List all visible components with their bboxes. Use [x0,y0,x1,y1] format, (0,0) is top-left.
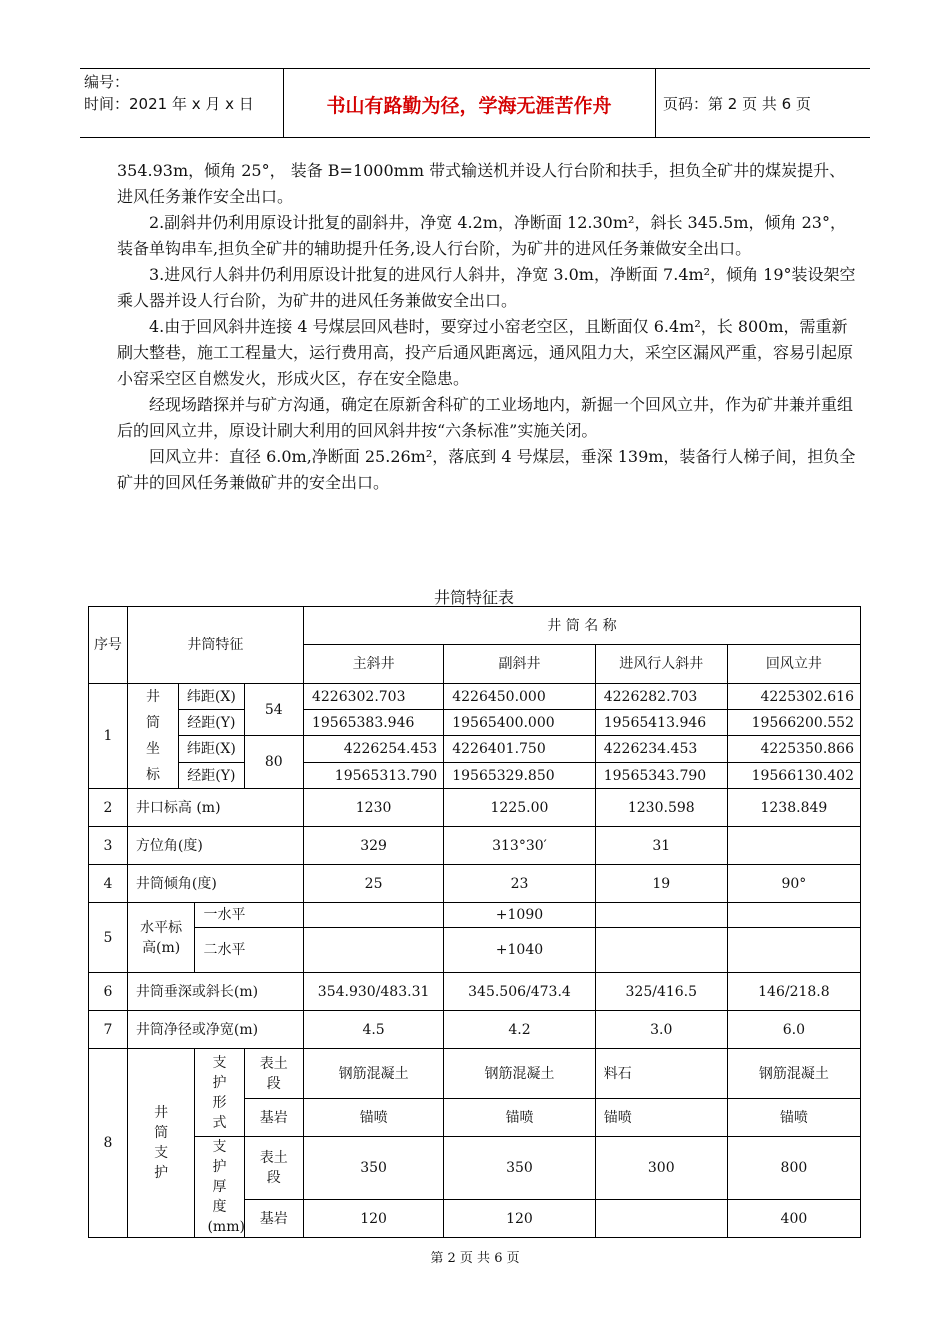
cell-value: 19566200.552 [727,710,860,736]
header-divider [655,69,656,137]
cell-value [595,928,727,973]
cell-value: 钢筋混凝土 [303,1049,443,1099]
table-row [89,827,861,865]
cell-value: 19565400.000 [444,710,596,736]
table-row [89,1049,861,1099]
cell-value: 4226254.453 [303,736,443,763]
cell-value: 350 [444,1137,596,1200]
table-row [89,928,861,973]
row-number: 1 [89,684,128,789]
cell-value: 19565383.946 [303,710,443,736]
row-label: 井口标高 (m) [127,789,303,827]
cell-value: 19565329.850 [444,763,596,789]
row-label: 井筒净径或净宽(m) [127,1011,303,1049]
cell-value: 31 [595,827,727,865]
row-number: 2 [89,789,128,827]
cell-value: 90° [727,865,860,903]
cell-value: 345.506/473.4 [444,973,596,1011]
cell-label: 基岩 [244,1200,303,1238]
paragraph: 经现场踏探并与矿方沟通，确定在原新舍科矿的工业场地内，新掘一个回风立井，作为矿井兼并重组后的回风立井，原设计刷大利用的回风斜井按“六条标准”实施关闭。 [117,395,854,440]
header-cell: 进风行人斜井 [595,645,727,684]
cell-value: 1238.849 [727,789,860,827]
header-cell: 副斜井 [444,645,596,684]
cell-value: +1090 [444,903,596,928]
row-label: 井筒坐标 [127,684,178,789]
cell-value: 锚喷 [444,1099,596,1137]
header-page-number: 页码：第 2 页 共 6 页 [663,95,811,113]
cell-label: 二水平 [195,928,304,973]
cell-value: 19 [595,865,727,903]
cell-value: 锚喷 [595,1099,727,1137]
cell-value: 钢筋混凝土 [727,1049,860,1099]
cell-label: 经距(Y) [179,763,245,789]
cell-value: 120 [444,1200,596,1238]
paragraph: 2.副斜井仍利用原设计批复的副斜井，净宽 4.2m，净断面 12.30m²，斜长 345.5m，倾角 23°，装备单钩串车,担负全矿井的辅助提升任务,设人行台阶，为矿井的进风任务兼做安全出口。 [117,213,846,258]
body-text [117,158,857,496]
page-header [80,68,870,138]
header-cell: 序号 [89,607,128,684]
cell-value: 料石 [595,1049,727,1099]
cell-value: 4.5 [303,1011,443,1049]
cell-value: 19565343.790 [595,763,727,789]
cell-value: 23 [444,865,596,903]
cell-value: 19565413.946 [595,710,727,736]
cell-value: 146/218.8 [727,973,860,1011]
cell-value [303,903,443,928]
cell-value: 325/416.5 [595,973,727,1011]
paragraph: 回风立井：直径 6.0m,净断面 25.26m²，落底到 4 号煤层，垂深 139m，装备行人梯子间，担负全矿井的回风任务兼做矿井的安全出口。 [117,447,856,492]
header-cell: 主斜井 [303,645,443,684]
table-row [89,710,861,736]
table-row [89,903,861,928]
cell-label: 经距(Y) [179,710,245,736]
table-row [89,763,861,789]
cell-value: 锚喷 [727,1099,860,1137]
cell-value [727,903,860,928]
row-number: 7 [89,1011,128,1049]
row-number: 3 [89,827,128,865]
paragraph: 4.由于回风斜井连接 4 号煤层回风巷时，要穿过小窑老空区，且断面仅 6.4m²，长 800m，需重新刷大整巷，施工工程量大，运行费用高，投产后通风距离远，通风阻力大，采空区漏风严重，容易引起原小窑采空区自燃发火，形成火区，存在安全隐患。 [117,317,854,388]
cell-value: 锚喷 [303,1099,443,1137]
cell-value: 1225.00 [444,789,596,827]
cell-value: 329 [303,827,443,865]
cell-value: +1040 [444,928,596,973]
cell-value: 400 [727,1200,860,1238]
cell-value: 6.0 [727,1011,860,1049]
table-row [89,789,861,827]
cell-value: 25 [303,865,443,903]
row-label: 井筒倾角(度) [127,865,303,903]
header-motto: 书山有路勤为径，学海无涯苦作舟 [326,95,612,117]
cell-label: 基岩 [244,1099,303,1137]
table-row [89,736,861,763]
table-row [89,607,861,645]
cell-value: 300 [595,1137,727,1200]
shaft-feature-table [88,606,861,1238]
coord-system: 80 [244,736,303,789]
paragraph: 3.进风行人斜井仍利用原设计批复的进风行人斜井，净宽 3.0m，净断面 7.4m²，倾角 19°装设架空乘人器并设人行台阶，为矿井的进风任务兼做安全出口。 [117,265,856,310]
cell-value: 4226302.703 [303,684,443,710]
table-row [89,684,861,710]
cell-value: 313°30′ [444,827,596,865]
page-footer: 第 2 页 共 6 页 [430,1251,520,1266]
header-cell: 回风立井 [727,645,860,684]
table-caption: 井筒特征表 [433,588,514,607]
cell-value [303,928,443,973]
cell-value: 4225350.866 [727,736,860,763]
cell-value: 4226282.703 [595,684,727,710]
row-number: 4 [89,865,128,903]
cell-value [595,1200,727,1238]
date-label: 时间：2021 年 x 月 x 日 [84,95,254,113]
cell-value: 19566130.402 [727,763,860,789]
cell-value: 4226450.000 [444,684,596,710]
table-row [89,865,861,903]
cell-value: 354.930/483.31 [303,973,443,1011]
header-cell: 井 筒 名 称 [303,607,860,645]
row-number: 5 [89,903,128,973]
cell-label: 表土段 [244,1137,303,1200]
cell-label: 支护形式 [195,1049,244,1137]
number-label: 编号： [84,73,130,91]
cell-value: 350 [303,1137,443,1200]
table-row [89,1011,861,1049]
cell-value: 钢筋混凝土 [444,1049,596,1099]
cell-value: 4226234.453 [595,736,727,763]
cell-value: 3.0 [595,1011,727,1049]
cell-label: 纬距(X) [179,736,245,763]
cell-value: 120 [303,1200,443,1238]
cell-value: 19565313.790 [303,763,443,789]
header-meta [84,71,284,115]
cell-label: 表土段 [244,1049,303,1099]
cell-value: 4.2 [444,1011,596,1049]
cell-label: 一水平 [195,903,304,928]
paragraph: 354.93m，倾角 25°， 装备 B=1000mm 带式输送机并设人行台阶和扶手，担负全矿井的煤炭提升、进风任务兼作安全出口。 [117,161,846,206]
cell-value: 1230.598 [595,789,727,827]
cell-value: 4225302.616 [727,684,860,710]
table-row [89,1137,861,1200]
row-number: 8 [89,1049,128,1238]
cell-label: 纬距(X) [179,684,245,710]
cell-value: 4226401.750 [444,736,596,763]
row-label: 井筒垂深或斜长(m) [127,973,303,1011]
row-label: 井筒支护 [127,1049,195,1238]
cell-value: 800 [727,1137,860,1200]
coord-system: 54 [244,684,303,736]
table-row [89,973,861,1011]
row-label: 水平标高(m) [127,903,195,973]
cell-value: 1230 [303,789,443,827]
header-cell: 井筒特征 [127,607,303,684]
cell-value [727,928,860,973]
cell-label: 支护厚度(mm) [195,1137,244,1238]
row-number: 6 [89,973,128,1011]
cell-value [727,827,860,865]
cell-value [595,903,727,928]
row-label: 方位角(度) [127,827,303,865]
